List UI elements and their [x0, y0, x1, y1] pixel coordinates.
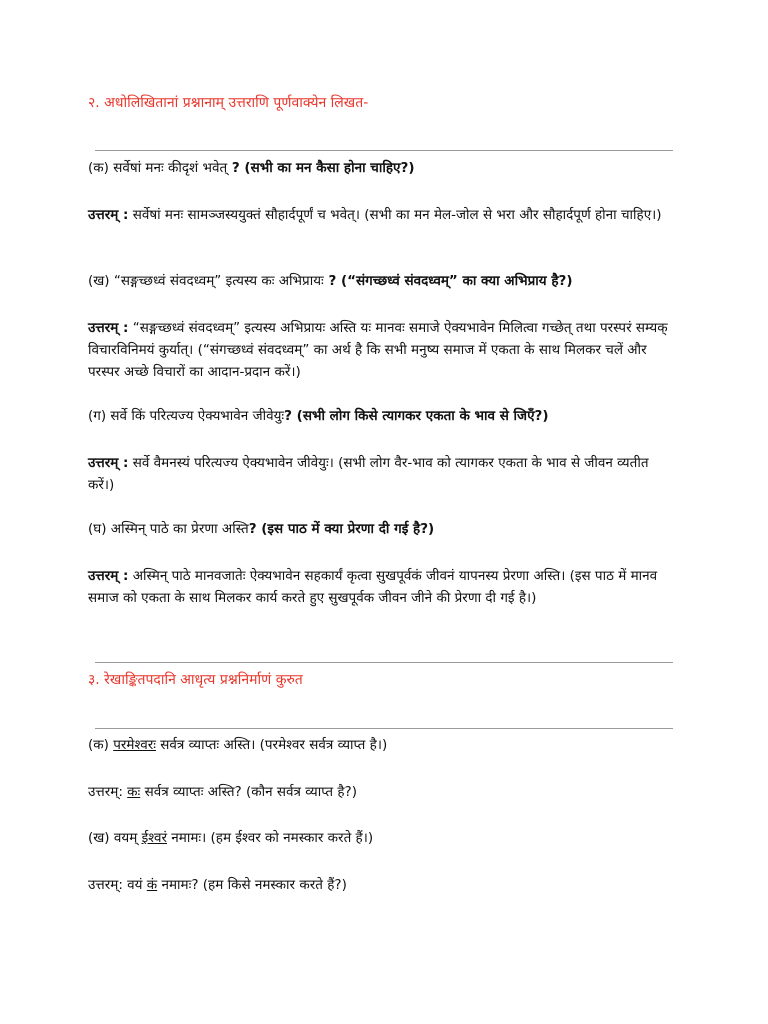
- question-translation: ? (इस पाठ में क्या प्रेरणा दी गई है?): [248, 521, 435, 537]
- question-kha: [88, 270, 678, 292]
- item-prefix: उत्तरम्: वयं: [88, 877, 147, 893]
- item-prefix: (क): [88, 737, 114, 753]
- item-prefix: उत्तरम्:: [88, 784, 128, 800]
- question-translation: ? (सभी का मन कैसा होना चाहिए?): [227, 160, 415, 176]
- question-ga: [88, 405, 678, 427]
- answer-question-ka: [88, 781, 678, 803]
- section-divider: [95, 662, 673, 663]
- section-divider: [95, 728, 673, 729]
- answer-label: उत्तरम् :: [88, 207, 129, 223]
- question-translation: ? (सभी लोग किसे त्यागकर एकता के भाव से जिएँ?): [284, 408, 549, 424]
- answer-ga: [88, 452, 678, 496]
- question-text: (घ) अस्मिन् पाठे का प्रेरणा अस्ति: [88, 521, 249, 537]
- underlined-word: परमेश्वरः: [113, 737, 156, 753]
- answer-label: उत्तरम् :: [88, 455, 129, 471]
- answer-text: “सङ्गच्छध्वं संवदध्वम्” इत्यस्य अभिप्रायः अस्ति यः मानवः समाजे ऐक्यभावेन मिलित्वा गच्छेत् तथा परस्परं सम्यक् विचारविनिमयं कुर्यात्। (“संगच्छध्वं संवदध्वम्” का अर्थ है कि सभी मनुष्य समाज में एकता के साथ मिलकर चलें और परस्पर अच्छे विचारों का आदान-प्रदान करें।): [88, 320, 668, 380]
- answer-text: अस्मिन् पाठे मानवजातेः ऐक्यभावेन सहकार्यं कृत्वा सुखपूर्वकं जीवनं यापनस्य प्रेरणा अस्ति। (इस पाठ में मानव समाज को एकता के साथ मिलकर कार्य करते हुए सुखपूर्वक जीवन जीने की प्रेरणा दी गई है।): [88, 568, 658, 606]
- question-text: (ग) सर्वे किं परित्यज्य ऐक्यभावेन जीवेयुः: [88, 408, 285, 424]
- underlined-word: कं: [146, 877, 158, 893]
- underlined-word: ईश्वरं: [141, 830, 167, 846]
- answer-text: सर्वेषां मनः सामञ्जस्ययुक्तं सौहार्दपूर्णं च भवेत्। (सभी का मन मेल-जोल से भरा और सौहार्दपूर्ण होना चाहिए।): [128, 207, 662, 223]
- answer-text: सर्वे वैमनस्यं परित्यज्य ऐक्यभावेन जीवेयुः। (सभी लोग वैर-भाव को त्यागकर एकता के भाव से जीवन व्यतीत करें।): [88, 455, 649, 493]
- item-prefix: (ख) वयम्: [88, 830, 142, 846]
- answer-label: उत्तरम् :: [88, 568, 129, 584]
- statement-kha: [88, 827, 678, 849]
- question-ka: [88, 157, 678, 179]
- section-3-heading: ३. रेखाङ्कितपदानि आधृत्य प्रश्ननिर्माणं कुरुत: [88, 672, 303, 688]
- answer-gha: [88, 565, 678, 609]
- item-suffix: नमामः। (हम ईश्वर को नमस्कार करते हैं।): [166, 830, 374, 846]
- question-text: (क) सर्वेषां मनः कीदृशं भवेत्: [88, 160, 228, 176]
- question-translation: ? (“संगच्छध्वं संवदध्वम्” का क्या अभिप्राय है?): [323, 273, 573, 289]
- item-suffix: नमामः? (हम किसे नमस्कार करते हैं?): [157, 877, 347, 893]
- question-text: (ख) “सङ्गच्छध्वं संवदध्वम्” इत्यस्य कः अभिप्रायः: [88, 273, 324, 289]
- answer-question-kha: [88, 874, 678, 896]
- underlined-word: कः: [127, 784, 141, 800]
- section-2-heading: २. अधोलिखितानां प्रश्नानाम् उत्तराणि पूर्णवाक्येन लिखत-: [88, 95, 369, 111]
- section-divider: [95, 150, 673, 151]
- answer-label: उत्तरम् :: [88, 320, 129, 336]
- answer-kha: [88, 317, 678, 383]
- statement-ka: [88, 734, 678, 756]
- item-suffix: सर्वत्र व्याप्तः अस्ति। (परमेश्वर सर्वत्र व्याप्त है।): [155, 737, 388, 753]
- item-suffix: सर्वत्र व्याप्तः अस्ति? (कौन सर्वत्र व्याप्त है?): [140, 784, 357, 800]
- answer-ka: [88, 204, 678, 226]
- question-gha: [88, 518, 678, 540]
